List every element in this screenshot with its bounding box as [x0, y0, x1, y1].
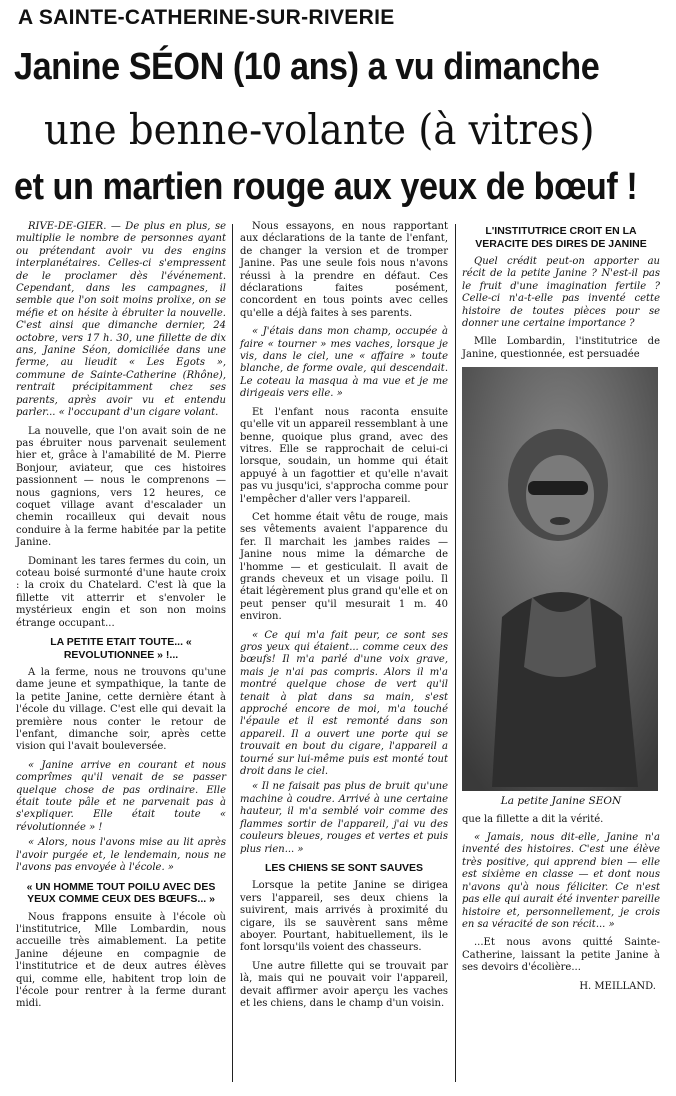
- paragraph: Et l'enfant nous raconta ensuite qu'elle vit un appareil ressemblant à une benne, quoique plus grand, avec des vitres. Elle se rapprochait de celui-ci lorsque, soudain, un homme qui était appuyé à un fagottier et qu'elle n'avait pas vu jusqu'ici, s'approcha comme pour l'empêcher d'aller vers l'appareil.: [240, 406, 448, 505]
- paragraph: « Jamais, nous dit-elle, Janine n'a inventé des histoires. C'est une élève très positive, qui apprend bien — elle est sixième en classe — et dont nous n'avons qu'à nous féliciter. Ce n'est pas elle qui aurait été inventer pareille histoire et, personnellement, je crois en sa véracité de son récit... »: [462, 832, 660, 930]
- paragraph: Nous frappons ensuite à l'école où l'institutrice, Mlle Lombardin, nous accueille très aimablement. La petite Janine déjeune en compagnie de l'institutrice et de deux autres élèves qui, comme elle, habitent trop loin de l'école pour rentrer à la ferme durant midi.: [16, 911, 226, 1010]
- paragraph: « Alors, nous l'avons mise au lit après l'avoir purgée et, le lendemain, nous ne l'avons pas envoyée à l'école. »: [16, 837, 226, 874]
- paragraph: A la ferme, nous ne trouvons qu'une dame jeune et sympathique, la tante de la petite Janine, cette dernière étant à l'école du village. C'est elle qui devait la première nous conter le retour de l'enfant, dimanche soir, après cette vision qui l'avait bouleversée.: [16, 667, 226, 753]
- paragraph: Nous essayons, en nous rapportant aux déclarations de la tante de l'enfant, de changer la version et de tromper Janine. Pas une seule fois nous n'avons réussi à la prendre en défaut. Ces déclarations faites posément, concordent en tous points avec celles qu'elle a déjà faites à ses parents.: [240, 221, 448, 319]
- paragraph: Une autre fillette qui se trouvait par là, mais qui ne pouvait voir l'appareil, devait affirmer avoir aperçu les vaches et les chiens, dans le champ d'un voisin.: [240, 960, 448, 1010]
- paragraph: « J'étais dans mon champ, occupée à faire « tourner » mes vaches, lorsque je vis, dans le ciel, une « affaire » toute blanche, de forme ovale, qui descendait. Le coteau la masqua à ma vue et je me dirigeais vers elle. »: [240, 326, 448, 400]
- column-rule-1: [232, 224, 233, 1082]
- paragraph: « Ce qui m'a fait peur, ce sont ses gros yeux qui étaient... comme ceux des bœufs! Il m'a parlé d'une voix grave, mais je n'ai pas compris. Alors il m'a montré quelque chose de vert qu'il tenait à plat dans sa main, s'est approché encore de moi, m'a touché l'épaule et il est remonté dans son appareil. Il a ouvert une porte qui se trouvait en bout du cigare, l'appareil a tourné sur lui-même puis est monté tout droit dans le ciel.: [240, 629, 448, 778]
- column-2: [240, 221, 448, 1016]
- column-3: [462, 221, 660, 993]
- paragraph: La nouvelle, que l'on avait soin de ne pas ébruiter nous parvenait seulement hier et, grâce à l'amabilité de M. Pierre Bonjour, aviateur, que ces histoires passionnent — nous le comprenons — nous gagnions, vers 12 heures, ce coquet village avant d'escalader un chemin rocailleux qui devait nous conduire à la ferme habitée par la petite Janine.: [16, 425, 226, 549]
- paragraph: Lorsque la petite Janine se dirigea vers l'appareil, ses deux chiens la suivirent, mais arrivés à proximité du cigare, ils se sauvèrent sans même aboyer. Pourtant, habituellement, ils le font lorsqu'ils voient des chasseurs.: [240, 880, 448, 954]
- paragraph: RIVE-DE-GIER. — De plus en plus, se multiplie le nombre de personnes ayant ou prétendant avoir vu des engins interplanétaires. Celles-ci s'empressent de le proclamer dès l'événement. Cependant, dans les campagnes, il semble que l'on soit moins prolixe, on se méfie et on hésite à ébruiter la nouvelle. C'est ainsi que dimanche dernier, 24 octobre, vers 17 h. 30, une fillette de dix ans, Janine Séon, domiciliée dans une ferme, au lieudit « Les Egots », commune de Sainte-Catherine (Rhône), rentrait précipitamment chez ses parents, après avoir vu et entendu parler... « l'occupant d'un cigare volant.: [16, 221, 226, 419]
- column-rule-2: [455, 224, 456, 1082]
- subheading: L'INSTITUTRICE CROIT EN LA VERACITE DES DIRES DE JANINE: [475, 225, 647, 250]
- subheading: « UN HOMME TOUT POILU AVEC DES YEUX COMME CEUX DES BŒUFS... »: [26, 880, 216, 905]
- headline-line-3: et un martien rouge aux yeux de bœuf !: [14, 166, 638, 208]
- paragraph: Mlle Lombardin, l'institutrice de Janine, questionnée, est persuadée: [462, 336, 660, 360]
- kicker: A SAINTE-CATHERINE-SUR-RIVERIE: [18, 6, 395, 29]
- headline-line-1: Janine SÉON (10 ans) a vu dimanche: [14, 46, 600, 88]
- paragraph: « Il ne faisait pas plus de bruit qu'une machine à coudre. Arrivé à une certaine hauteur, il m'a semblé voir comme des flammes sortir de l'appareil, j'ai vu des couleurs bleues, rouges et vertes et puis plus rien... »: [240, 781, 448, 855]
- subheading: LA PETITE ETAIT TOUTE... « REVOLUTIONNEE » !...: [50, 636, 192, 661]
- portrait-photo: [462, 367, 658, 791]
- paragraph: Cet homme était vêtu de rouge, mais ses vêtements avaient l'apparence du fer. Il marchait les jambes raides — Janine nous mime la démarche de l'homme — et gesticulait. Il avait de grands cheveux et un visage poilu. Il était légèrement plus grand qu'elle et on peut penser qu'il mesurait 1 m. 40 environ.: [240, 511, 448, 623]
- headline-line-2: une benne-volante (à vitres): [44, 105, 595, 154]
- paragraph: Dominant les tares fermes du coin, un coteau boisé surmonté d'une haute croix : la croix du Chatelard. C'est là que la fillette vit atterrir et s'envoler le mystérieux engin et son non moins étrange occupant...: [16, 555, 226, 629]
- subheading: LES CHIENS SE SONT SAUVES: [264, 861, 424, 874]
- paragraph: ...Et nous avons quitté Sainte-Catherine, laissant la petite Janine à ses devoirs d'écolière...: [462, 937, 660, 974]
- signature: H. MEILLAND.: [579, 980, 656, 992]
- column-1: [16, 221, 226, 1017]
- paragraph: que la fillette a dit la vérité.: [462, 813, 604, 825]
- photo-caption: La petite Janine SEON: [500, 795, 622, 808]
- paragraph: Quel crédit peut-on apporter au récit de la petite Janine ? N'est-il pas le fruit d'une imagination fertile ? Celle-ci n'a-t-elle pas inventé cette histoire de toutes pièces pour se donner une certaine importance ?: [462, 256, 660, 330]
- paragraph: « Janine arrive en courant et nous comprîmes qu'il venait de se passer quelque chose de pas ordinaire. Elle était toute pâle et ne parvenait pas à s'expliquer. Elle était toute « révolutionnée » !: [16, 759, 226, 833]
